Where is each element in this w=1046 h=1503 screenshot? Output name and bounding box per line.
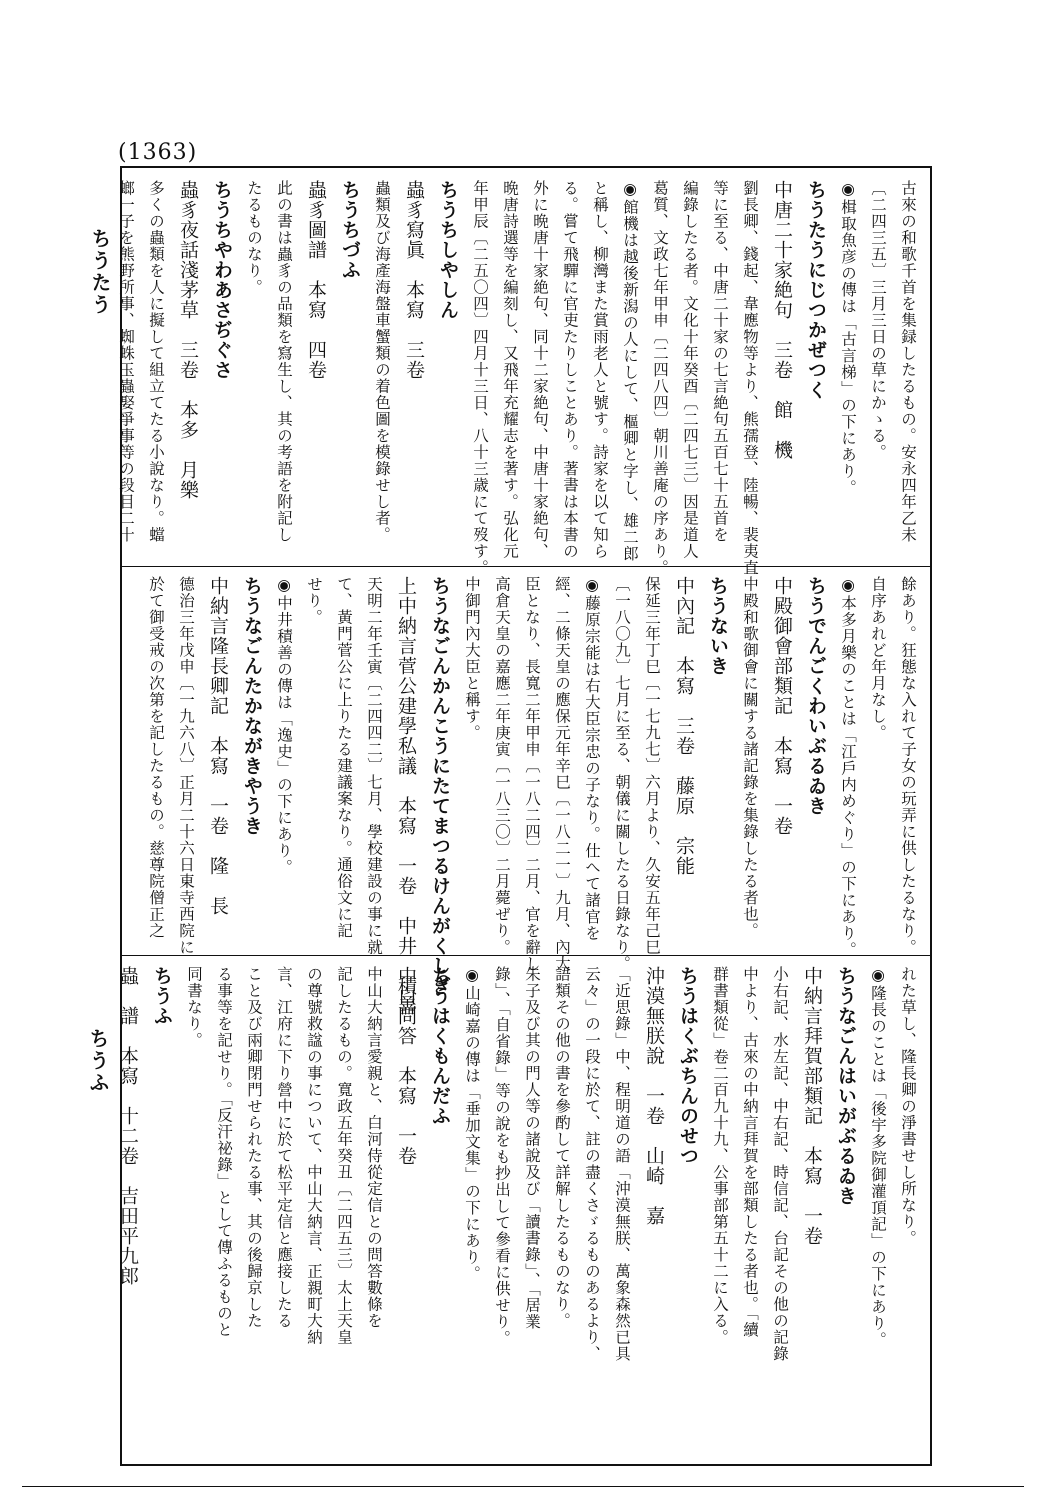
text-line: 〔二四三五〕三月三日の草にかゝる。 (869, 180, 887, 461)
text-line: 外に晩唐十家絶句、同十二家絶句、中唐十家絶句、 (531, 180, 549, 560)
text-line: 此の書は蟲豸の品類を寫生し、其の考語を附記し (275, 180, 293, 543)
text-line: 中御門內大臣と稱す。 (463, 576, 481, 741)
margin-heading-top: ちうたう (88, 228, 112, 316)
text-line: 螂一子を熊野所事、蜘蛛玉蟲娶爭事等の段目二十 (117, 180, 135, 543)
text-line: 同書なり。 (185, 966, 203, 1049)
text-line: たるものなり。 (245, 180, 263, 296)
bottom-rule (22, 1486, 1024, 1487)
text-line: ◉楫取魚彦の傳は「古言梯」の下にあり。 (839, 180, 857, 496)
text-line: 記したるもの。寬政五年癸丑〔二四五三〕太上天皇 (335, 966, 353, 1346)
text-line: 劉長卿、錢起、韋應物等より、熊孺登、陸暢、裴夷直 (741, 180, 759, 576)
text-line: 群書類從」卷二百九十九、公事部第五十二に入る。 (711, 966, 729, 1346)
entry-title: 蟲豸圖譜 本寫 四卷 (305, 180, 327, 380)
text-line: ◉本多月樂のことは「江戶内めぐり」の下にあり。 (839, 576, 857, 958)
page-number: (1363) (118, 140, 198, 165)
entry-heading: ちうちやわあさぢぐさ (211, 180, 233, 380)
entry-heading: ちうちづふ (339, 180, 361, 280)
entry-title: 中內記 本寫 三卷 藤原 宗能 (673, 576, 695, 876)
entry-title: 中納言拜賀部類記 本寫 一卷 (801, 966, 823, 1246)
tier-bottom (117, 966, 920, 1456)
entry-heading: ちうちしやしん (437, 180, 459, 320)
text-line: ◉中井積善の傳は「逸史」の下にあり。 (275, 576, 293, 876)
margin-heading-bottom: ちうふ (86, 1028, 110, 1094)
text-line: 編錄したる者。文化十年癸酉〔二四七三〕因是道人 (681, 180, 699, 560)
text-line: 中より、古來の中納言拜賀を部類したる者也。「續 (741, 966, 759, 1338)
text-line: 德治三年戊申〔一九六八〕正月二十六日東寺西院に (177, 576, 195, 956)
text-line: 朱子及び其の門人等の諸說及び「讀書錄」、「居業 (523, 966, 541, 1330)
entry-heading: ちうでんごくわいぶるゐき (805, 576, 827, 816)
text-line: 蟲類及び海產海盤車蟹類の着色圖を模錄せし者。 (373, 180, 391, 543)
text-line: て、黃門菅公に上りたる建議案なり。通俗文に記 (335, 576, 353, 939)
text-line: ◉隆長のことは「後宇多院御灌頂記」の下にあり。 (869, 966, 887, 1348)
text-line: 臣となり、長寬二年甲申〔一八二四〕二月、官を辭し (523, 576, 541, 972)
text-line: せり。 (305, 576, 323, 626)
text-line: 云々」の一段に於て、註の盡くさゞるものあるより、 (583, 966, 601, 1362)
page-frame (117, 166, 932, 1466)
text-line: 餘あり。狂態な入れて子女の玩弄に供したるなり。 (899, 576, 917, 956)
entry-heading: ちうたうにじつかぜつく (805, 180, 827, 400)
text-line: の尊號救諡の事について、中山大納言、正親町大納 (305, 966, 323, 1346)
text-line: 高倉天皇の嘉應二年庚寅〔一八三〇〕二月薨ぜり。 (493, 576, 511, 956)
text-line: 中殿和歌御會に關する諸記錄を集錄したる者也。 (741, 576, 759, 939)
text-line: 葛質、文政七年甲申〔二四八四〕朝川善庵の序あり。 (651, 180, 669, 576)
entry-title: 中納言隆長卿記 本寫 一卷 隆 長 (207, 576, 229, 916)
entry-heading: ちうなごんはいがぶるゐき (835, 966, 857, 1206)
text-line: る事等を記せり。「反汗祕錄」として傳ふるものと (215, 966, 233, 1338)
text-line: 等に至る、中唐二十家の七言絶句五百七十五首を (711, 180, 729, 543)
entry-heading: ちうはくぶちんのせつ (677, 966, 699, 1166)
text-line: 「近思錄」中、程明道の語「沖漠無朕、萬象森然已具 (613, 966, 631, 1362)
text-line: 自序あれど年月なし。 (869, 576, 887, 741)
text-line: 晩唐詩選等を編刻し、又飛年充耀志を著す。弘化元 (501, 180, 519, 560)
text-line: 古來の和歌千首を集録したるもの。安永四年乙未 (899, 180, 917, 543)
text-line: 經、二條天皇の應保元年辛巳〔一八二一〕九月、內大 (553, 576, 571, 972)
text-line: 天明二年壬寅〔二四四二〕七月、學校建設の事に就 (365, 576, 383, 956)
text-line: 保延三年丁巳〔一七九七〕六月より、久安五年己巳 (643, 576, 661, 956)
text-line: 言、江府に下り營中に於て松平定信と應接したる (275, 966, 293, 1329)
entry-title: 中唐二十家絶句 三卷 館 機 (771, 180, 793, 460)
tier-top (117, 180, 920, 576)
entry-title: 中白問答 本寫 一卷 (395, 966, 417, 1166)
text-line: 語類その他の書を參酌して詳解したるものなり。 (553, 966, 571, 1329)
entry-title: 蟲豸寫眞 本寫 三卷 (403, 180, 425, 380)
entry-title: 沖漠無朕說 一卷 山崎 嘉 (643, 966, 665, 1226)
entry-heading: ちうふ (151, 966, 173, 1026)
text-line: 錄」、「自省錄」等の說をも抄出して參看に供せり。 (493, 966, 511, 1347)
entry-title: 蟲 譜 本寫 十二卷 吉田平九郎 (117, 966, 139, 1286)
text-line: と稱し、柳灣また賞雨老人と號す。詩家を以て知ら (591, 180, 609, 560)
entry-heading: ちうないき (707, 576, 729, 676)
text-line: 於て御受戒の次第を記したるもの。慈尊院僧正之 (147, 576, 165, 939)
text-line: 中山大納言愛親と、白河侍從定信との問答數條を (365, 966, 383, 1329)
text-line: 〔一八〇九〕七月に至る、朝儀に關したる日錄なり。 (613, 576, 631, 972)
entry-title: 中殿御會部類記 本寫 一卷 (771, 576, 793, 836)
entry-title: 上中納言菅公建學私議 本寫 一卷 中井 積善 (395, 576, 417, 1016)
entry-title: 蟲豸夜話淺茅草 三卷 本多 月樂 (177, 180, 199, 500)
text-line: ◉藤原宗能は右大臣宗忠の子なり。仕へて諸官を (583, 576, 601, 942)
text-line: れた草し、隆長卿の淨書せし所なり。 (899, 966, 917, 1247)
tier-divider (122, 566, 930, 567)
text-line: ◉館機は越後新潟の人にして、樞卿と字し、雄二郎 (621, 180, 639, 562)
text-line: 年甲辰〔二五〇四〕四月十三日、八十三歳にて歿す。 (471, 180, 489, 576)
text-line: 小右記、水左記、中右記、時信記、台記その他の記錄 (771, 966, 789, 1362)
text-line: る。嘗て飛驒に官吏たりしことあり。著書は本書の (561, 180, 579, 560)
entry-heading: ちうはくもんだふ (429, 966, 451, 1126)
text-line: こと及び兩卿閉門せられたる事、其の後歸京した (245, 966, 263, 1329)
entry-heading: ちうなごんかんこうにたてまつるけんがくしぎ (429, 576, 451, 996)
text-line: 多くの蟲類を人に擬して組立てたる小說なり。蟷 (147, 180, 165, 543)
entry-heading: ちうなごんたかながきやうき (241, 576, 263, 836)
text-line: ◉山崎嘉の傳は「垂加文集」の下にあり。 (463, 966, 481, 1282)
